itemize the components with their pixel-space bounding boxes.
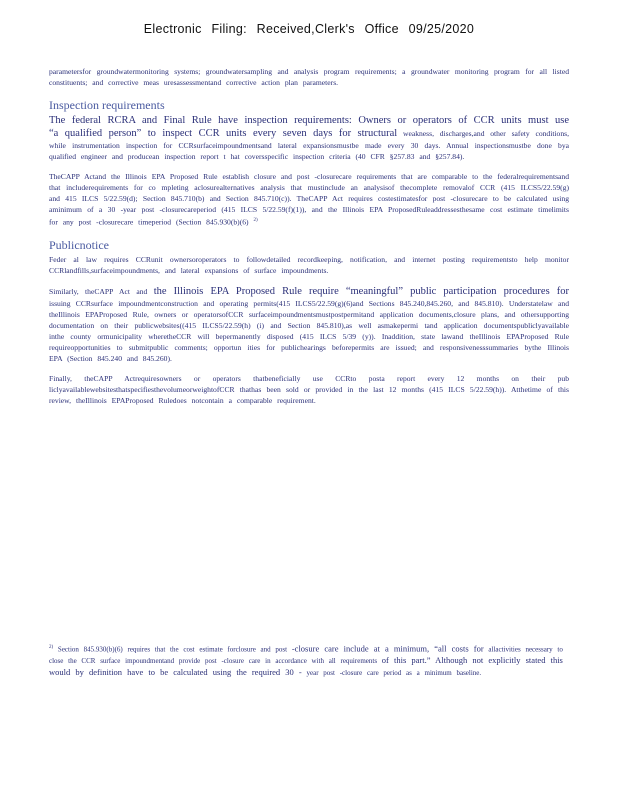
footnote bbox=[49, 642, 569, 679]
public-notice-p2-start: Similarly, theCAPP Act and bbox=[49, 286, 148, 296]
inspection-paragraph-2 bbox=[49, 171, 569, 228]
inspection-closure-text: TheCAPP Actand the Illinois EPA Proposed Rule establish closure and post -closurecare requirements that are comparable to the federalrequirementsand that includerequirements for co mpleting aclosurealternatives analysis that mustinclude an analysisof thecomplete removalof CCR (415 ILCS5/22.59(g) and 415 ILCS 5/22.59(d); Section 845.710(b) and Section 845.710(c)). TheCAPP Act requires costestimatesfor post -closurecare to be calculated using aminimum of a 30 -year post -closurecareperiod (415 ILCS 5/22.59(f)(1)), and the Illinois EPA ProposedRuleaddressesthesame cost estimate timelimits for any post -closurecare timeperiod (Section 845.930(b)(6) bbox=[49, 172, 569, 227]
footnote-lead-1: -closure care include at a minimum, “all costs for bbox=[291, 643, 484, 654]
inspection-lead-text: The federal RCRA and Final Rule have inspection requirements: Owners or operators of CCR units must use “a qualified person” to inspect CCR units every seven days for structural bbox=[49, 115, 569, 139]
public-notice-p2-rest: issuing CCRsurface impoundmentconstruction and operating permits(415 ILCS5/22.59(g)(6)and Sections 845.240,845.260, and 845.810). Understatelaw and theIllinois EPAProposed Rule, owners or operatorsofCCR surfaceimpoundmentsmustpostpermitand application documents,closure plans, and othersupporting documentation on their publicwebsites((415 ILCS5/22.59(h) (i) and Section 845.810),as well asmakepermi tand application documentspubliclyavailable inthe county ormunicipality wheretheCCR will bepermanently disposed (415 ILCS 5/39 (y)). Inaddition, state lawand theIllinois EPAProposed Rule requireopportunities to submitpublic comments; opportun ities for publichearings beforepermits are issued; and responsivenesssummaries bythe Illinois EPA (Section 845.240 and 845.260). bbox=[49, 298, 569, 363]
footnote-end: year post -closure care period as a minimum baseline. bbox=[306, 669, 482, 678]
public-notice-paragraph-2 bbox=[49, 285, 569, 364]
footnote-reference: 2) bbox=[253, 218, 258, 223]
footnote-mark: 2) bbox=[49, 645, 54, 650]
document-body bbox=[49, 66, 569, 415]
filing-header: Electronic Filing: Received,Clerk's Office 09/25/2020 bbox=[143, 22, 475, 36]
footnote-lead-2: of this part.” Although not explicitly stated this would by definition have to be calculated using the required 30 - bbox=[49, 655, 563, 678]
footnote-start: Section 845.930(b)(6) requires that the cost estimate forclosure and post bbox=[57, 645, 288, 654]
inspection-paragraph-1 bbox=[49, 114, 569, 162]
inspection-rest-text: weakness, discharges,and other safety conditions, while instrumentation inspection for CCRsurfaceimpoundmentsand lateral expansionsmustbe made every 30 days. Annual inspectionsmustbe done bya qualified engineer and producean inspection report t hat coversspecific inspection criteria (40 CFR §257.83 and §257.84). bbox=[49, 129, 570, 161]
footnote-mid: allactivities necessary to close the CCR surface impoundmentand provide post -closure care in accordance with all requirements bbox=[49, 645, 563, 666]
public-notice-paragraph-3: Finally, theCAPP Actrequiresowners or operators thatbeneficially use CCRto posta report every 12 months on their pub liclyavailablewebsitesthatspecifiesthevolumeorweightofCCR thathas been sold or provided in the last 12 months (415 ILCS 5/22.59(h)). Atthetime of this review, theIllinois EPAProposed Ruledoes notcontain a comparable requirement. bbox=[49, 373, 569, 405]
public-notice-p2-lead: the Illinois EPA Proposed Rule require “meaningful” public participation procedures for bbox=[153, 285, 569, 297]
public-notice-heading: Publicnotice bbox=[49, 237, 109, 252]
public-notice-paragraph-1: Feder al law requires CCRunit ownersoroperators to followdetailed recordkeeping, notification, and internet posting requirementsto help monitor CCRlandfills,surfaceimpoundments, and lateral expansions of surface impoundments. bbox=[49, 254, 569, 275]
intro-paragraph: parametersfor groundwatermonitoring systems; groundwatersampling and analysis program requirements; a groundwater monitoring program for all listed constituents; and corrective meas uresassessmentand corrective action plan parameters. bbox=[49, 67, 569, 87]
inspection-heading: Inspection requirements bbox=[49, 98, 165, 112]
